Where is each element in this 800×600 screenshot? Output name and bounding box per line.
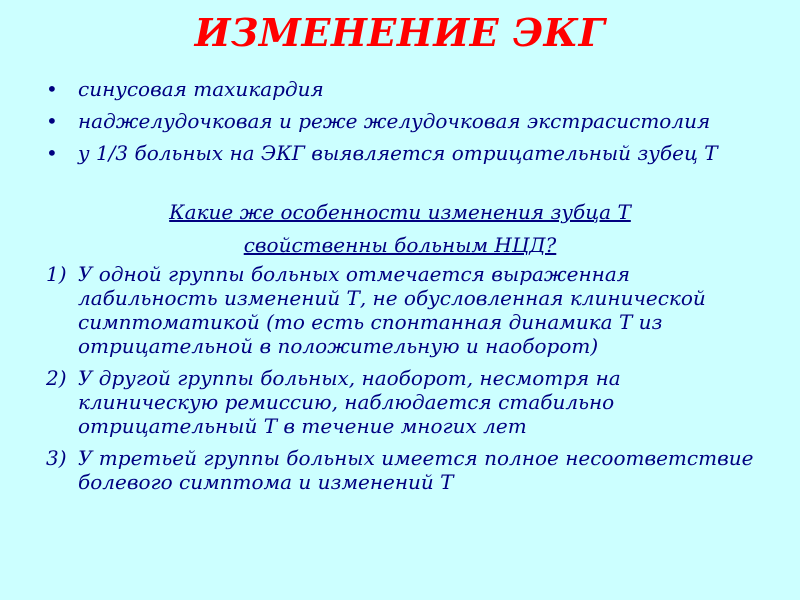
number-marker: 1) [46, 262, 67, 286]
question-heading [0, 196, 800, 262]
numbered-item [0, 446, 800, 494]
numbered-item-text: У одной группы больных отмечается выраженная лабильность изменений Т, не обусловленная клинической симптоматикой (то есть спонтанная динамика Т из отрицательной в положительную и наоборот) [78, 262, 706, 358]
slide-title: ИЗМЕНЕНИЕ ЭКГ [194, 10, 606, 55]
question-line-1: Какие же особенности изменения зубца Т [169, 200, 631, 224]
numbered-item-text: У третьей группы больных имеется полное несоответствие болевого симптома и изменений Т [78, 446, 754, 494]
bullet-text: синусовая тахикардия [78, 77, 324, 101]
slide-content [0, 77, 800, 502]
bullet-text: наджелудочковая и реже желудочковая экстрасистолия [78, 109, 711, 133]
numbered-item-text: У другой группы больных, наоборот, несмотря на клиническую ремиссию, наблюдается стабильно отрицательный Т в течение многих лет [78, 366, 621, 438]
bullet-icon: • [46, 141, 58, 165]
question-line-2: свойственны больным НЦД? [243, 233, 557, 257]
numbered-item [0, 262, 800, 358]
bullet-item [0, 77, 800, 101]
number-marker: 2) [46, 366, 67, 390]
bullet-icon: • [46, 77, 58, 101]
bullet-text: у 1/3 больных на ЭКГ выявляется отрицательный зубец Т [78, 141, 718, 165]
numbered-item [0, 366, 800, 438]
bullet-item [0, 141, 800, 165]
bullet-icon: • [46, 109, 58, 133]
bullet-item [0, 109, 800, 133]
number-marker: 3) [46, 446, 67, 470]
